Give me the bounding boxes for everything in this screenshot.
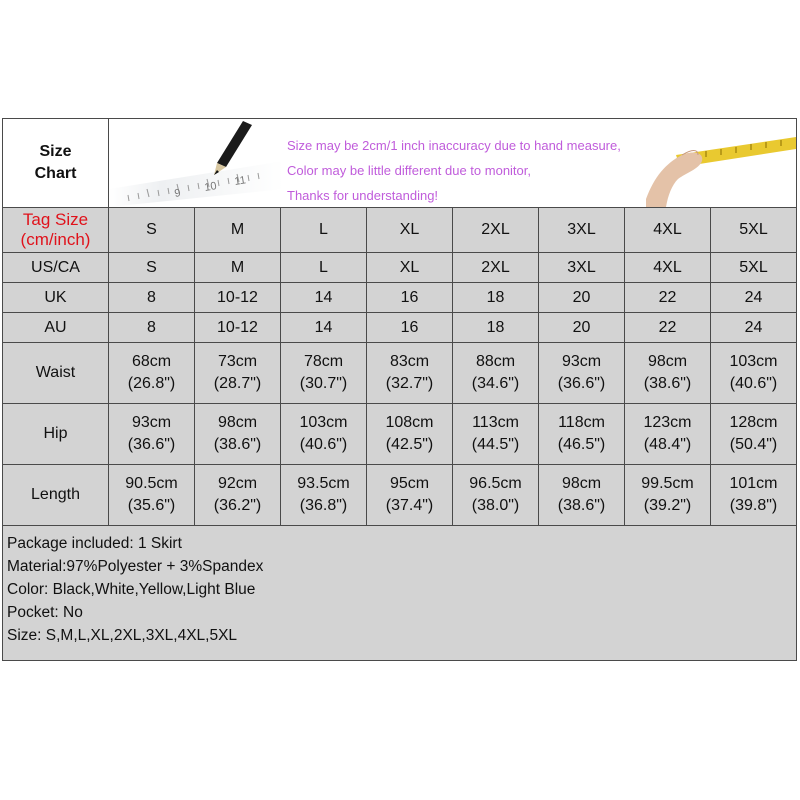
- table-cell: 2XL: [453, 253, 539, 283]
- measure-cell: [625, 343, 711, 404]
- cm-value: 93cm: [131, 414, 172, 431]
- measure-cell: [711, 343, 797, 404]
- table-cell: 18: [453, 313, 539, 343]
- inch-value: (39.8"): [729, 497, 778, 514]
- size-cell: L: [281, 208, 367, 253]
- cm-value: 83cm: [389, 353, 430, 370]
- inch-value: (39.2"): [643, 497, 692, 514]
- measure-cell: [195, 404, 281, 465]
- row-label: Length: [3, 465, 109, 526]
- measure-cell: [281, 343, 367, 404]
- table-cell: XL: [367, 253, 453, 283]
- inch-value: (26.8"): [127, 375, 176, 392]
- inch-value: (36.2"): [213, 497, 262, 514]
- measure-cell: [625, 465, 711, 526]
- table-cell: 20: [539, 313, 625, 343]
- table-cell: 18: [453, 283, 539, 313]
- cm-value: 123cm: [643, 414, 692, 431]
- inch-value: (40.6"): [729, 375, 778, 392]
- table-cell: 4XL: [625, 253, 711, 283]
- title-line: Size: [39, 143, 72, 160]
- cm-value: 73cm: [217, 353, 258, 370]
- cm-value: 78cm: [303, 353, 344, 370]
- tagLabel-line: (cm/inch): [20, 230, 91, 249]
- table-cell: 24: [711, 313, 797, 343]
- inch-value: (35.6"): [127, 497, 176, 514]
- hip-row: [3, 404, 797, 465]
- table-cell: 16: [367, 283, 453, 313]
- measure-cell: [539, 465, 625, 526]
- note-line: Color may be little different due to monitor,: [287, 163, 531, 178]
- cm-value: 88cm: [475, 353, 516, 370]
- table-cell: 8: [109, 313, 195, 343]
- tag-size-label-cell: [3, 208, 109, 253]
- table-cell: 22: [625, 283, 711, 313]
- cm-value: 113cm: [472, 414, 519, 431]
- inch-value: (38.6"): [557, 497, 606, 514]
- table-cell: 14: [281, 313, 367, 343]
- waist-row: [3, 343, 797, 404]
- inch-value: (46.5"): [557, 436, 606, 453]
- cm-value: 128cm: [729, 414, 778, 431]
- us-ca-row: [3, 253, 797, 283]
- title-line: Chart: [34, 165, 77, 182]
- row-label: Hip: [3, 404, 109, 465]
- inch-value: (32.7"): [385, 375, 434, 392]
- au-row: [3, 313, 797, 343]
- measure-cell: [539, 404, 625, 465]
- measure-cell: [195, 465, 281, 526]
- measure-cell: [367, 343, 453, 404]
- note-line: Thanks for understanding!: [287, 188, 439, 203]
- size-cell: M: [195, 208, 281, 253]
- ruler-number: 11: [233, 174, 247, 188]
- row-label: UK: [3, 283, 109, 313]
- measure-cell: [109, 465, 195, 526]
- tag-size-row: [3, 208, 797, 253]
- product-info-cell: [3, 526, 797, 661]
- info-line: Color: Black,White,Yellow,Light Blue: [7, 581, 256, 598]
- info-line: Size: S,M,L,XL,2XL,3XL,4XL,5XL: [7, 627, 238, 644]
- measure-cell: [281, 404, 367, 465]
- cm-value: 103cm: [299, 414, 348, 431]
- inch-value: (30.7"): [299, 375, 348, 392]
- measure-cell: [453, 343, 539, 404]
- table-cell: S: [109, 253, 195, 283]
- cm-value: 92cm: [217, 475, 258, 492]
- inch-value: (38.0"): [471, 497, 520, 514]
- cm-value: 90.5cm: [125, 475, 178, 492]
- size-chart-table: [2, 118, 797, 661]
- info-line: Package included: 1 Skirt: [7, 535, 182, 552]
- inch-value: (38.6"): [643, 375, 692, 392]
- inch-value: (34.6"): [471, 375, 520, 392]
- header-row: [3, 119, 797, 208]
- cm-value: 108cm: [385, 414, 434, 431]
- inch-value: (36.6"): [557, 375, 606, 392]
- table-cell: 24: [711, 283, 797, 313]
- inch-value: (36.6"): [127, 436, 176, 453]
- cm-value: 96.5cm: [469, 475, 522, 492]
- table-cell: 16: [367, 313, 453, 343]
- cm-value: 103cm: [729, 353, 778, 370]
- chart-title: [3, 141, 108, 185]
- measure-cell: [453, 465, 539, 526]
- size-cell: 5XL: [711, 208, 797, 253]
- size-cell: 4XL: [625, 208, 711, 253]
- product-info-row: [3, 526, 797, 661]
- cm-value: 99.5cm: [641, 475, 694, 492]
- info-line: Material:97%Polyester + 3%Spandex: [7, 558, 264, 575]
- ruler-number: 9: [173, 187, 182, 200]
- measure-cell: [367, 404, 453, 465]
- cm-value: 93cm: [561, 353, 602, 370]
- measure-cell: [109, 404, 195, 465]
- banner-cell: [109, 119, 797, 208]
- table-cell: 10-12: [195, 313, 281, 343]
- table-cell: 10-12: [195, 283, 281, 313]
- table-cell: 5XL: [711, 253, 797, 283]
- measure-cell: [711, 465, 797, 526]
- cm-value: 98cm: [647, 353, 688, 370]
- inch-value: (44.5"): [471, 436, 520, 453]
- inch-value: (48.4"): [643, 436, 692, 453]
- inch-value: (38.6"): [213, 436, 262, 453]
- measure-cell: [711, 404, 797, 465]
- inch-value: (28.7"): [213, 375, 262, 392]
- uk-row: [3, 283, 797, 313]
- table-cell: 20: [539, 283, 625, 313]
- cm-value: 68cm: [131, 353, 172, 370]
- notes-banner: [109, 119, 796, 207]
- length-row: [3, 465, 797, 526]
- cm-value: 93.5cm: [297, 475, 350, 492]
- cm-value: 98cm: [561, 475, 602, 492]
- inch-value: (40.6"): [299, 436, 348, 453]
- measure-cell: [625, 404, 711, 465]
- measuring-tape-hand-icon: [646, 119, 796, 207]
- inch-value: (36.8"): [299, 497, 348, 514]
- measure-cell: [281, 465, 367, 526]
- tag-size-label: [3, 210, 108, 250]
- measurement-notes: [287, 133, 621, 207]
- cm-value: 98cm: [217, 414, 258, 431]
- measure-cell: [195, 343, 281, 404]
- table-cell: 8: [109, 283, 195, 313]
- inch-value: (42.5"): [385, 436, 434, 453]
- size-cell: 3XL: [539, 208, 625, 253]
- table-cell: 3XL: [539, 253, 625, 283]
- tagLabel-line: Tag Size: [22, 210, 89, 229]
- inch-value: (50.4"): [729, 436, 778, 453]
- row-label: AU: [3, 313, 109, 343]
- ruler-numbers: [109, 119, 284, 207]
- size-cell: XL: [367, 208, 453, 253]
- inch-value: (37.4"): [385, 497, 434, 514]
- ruler-number: 10: [203, 180, 218, 194]
- table-cell: L: [281, 253, 367, 283]
- measure-cell: [367, 465, 453, 526]
- measure-cell: [109, 343, 195, 404]
- product-info: [3, 526, 796, 647]
- cm-value: 118cm: [558, 414, 605, 431]
- table-cell: 22: [625, 313, 711, 343]
- size-cell: 2XL: [453, 208, 539, 253]
- table-cell: 14: [281, 283, 367, 313]
- size-chart: [2, 118, 797, 678]
- row-label: Waist: [3, 343, 109, 404]
- table-cell: M: [195, 253, 281, 283]
- chart-title-cell: [3, 119, 109, 208]
- info-line: Pocket: No: [7, 604, 83, 621]
- note-line: Size may be 2cm/1 inch inaccuracy due to hand measure,: [287, 138, 621, 153]
- size-cell: S: [109, 208, 195, 253]
- measure-cell: [539, 343, 625, 404]
- cm-value: 101cm: [729, 475, 778, 492]
- measure-cell: [453, 404, 539, 465]
- row-label: US/CA: [3, 253, 109, 283]
- cm-value: 95cm: [389, 475, 430, 492]
